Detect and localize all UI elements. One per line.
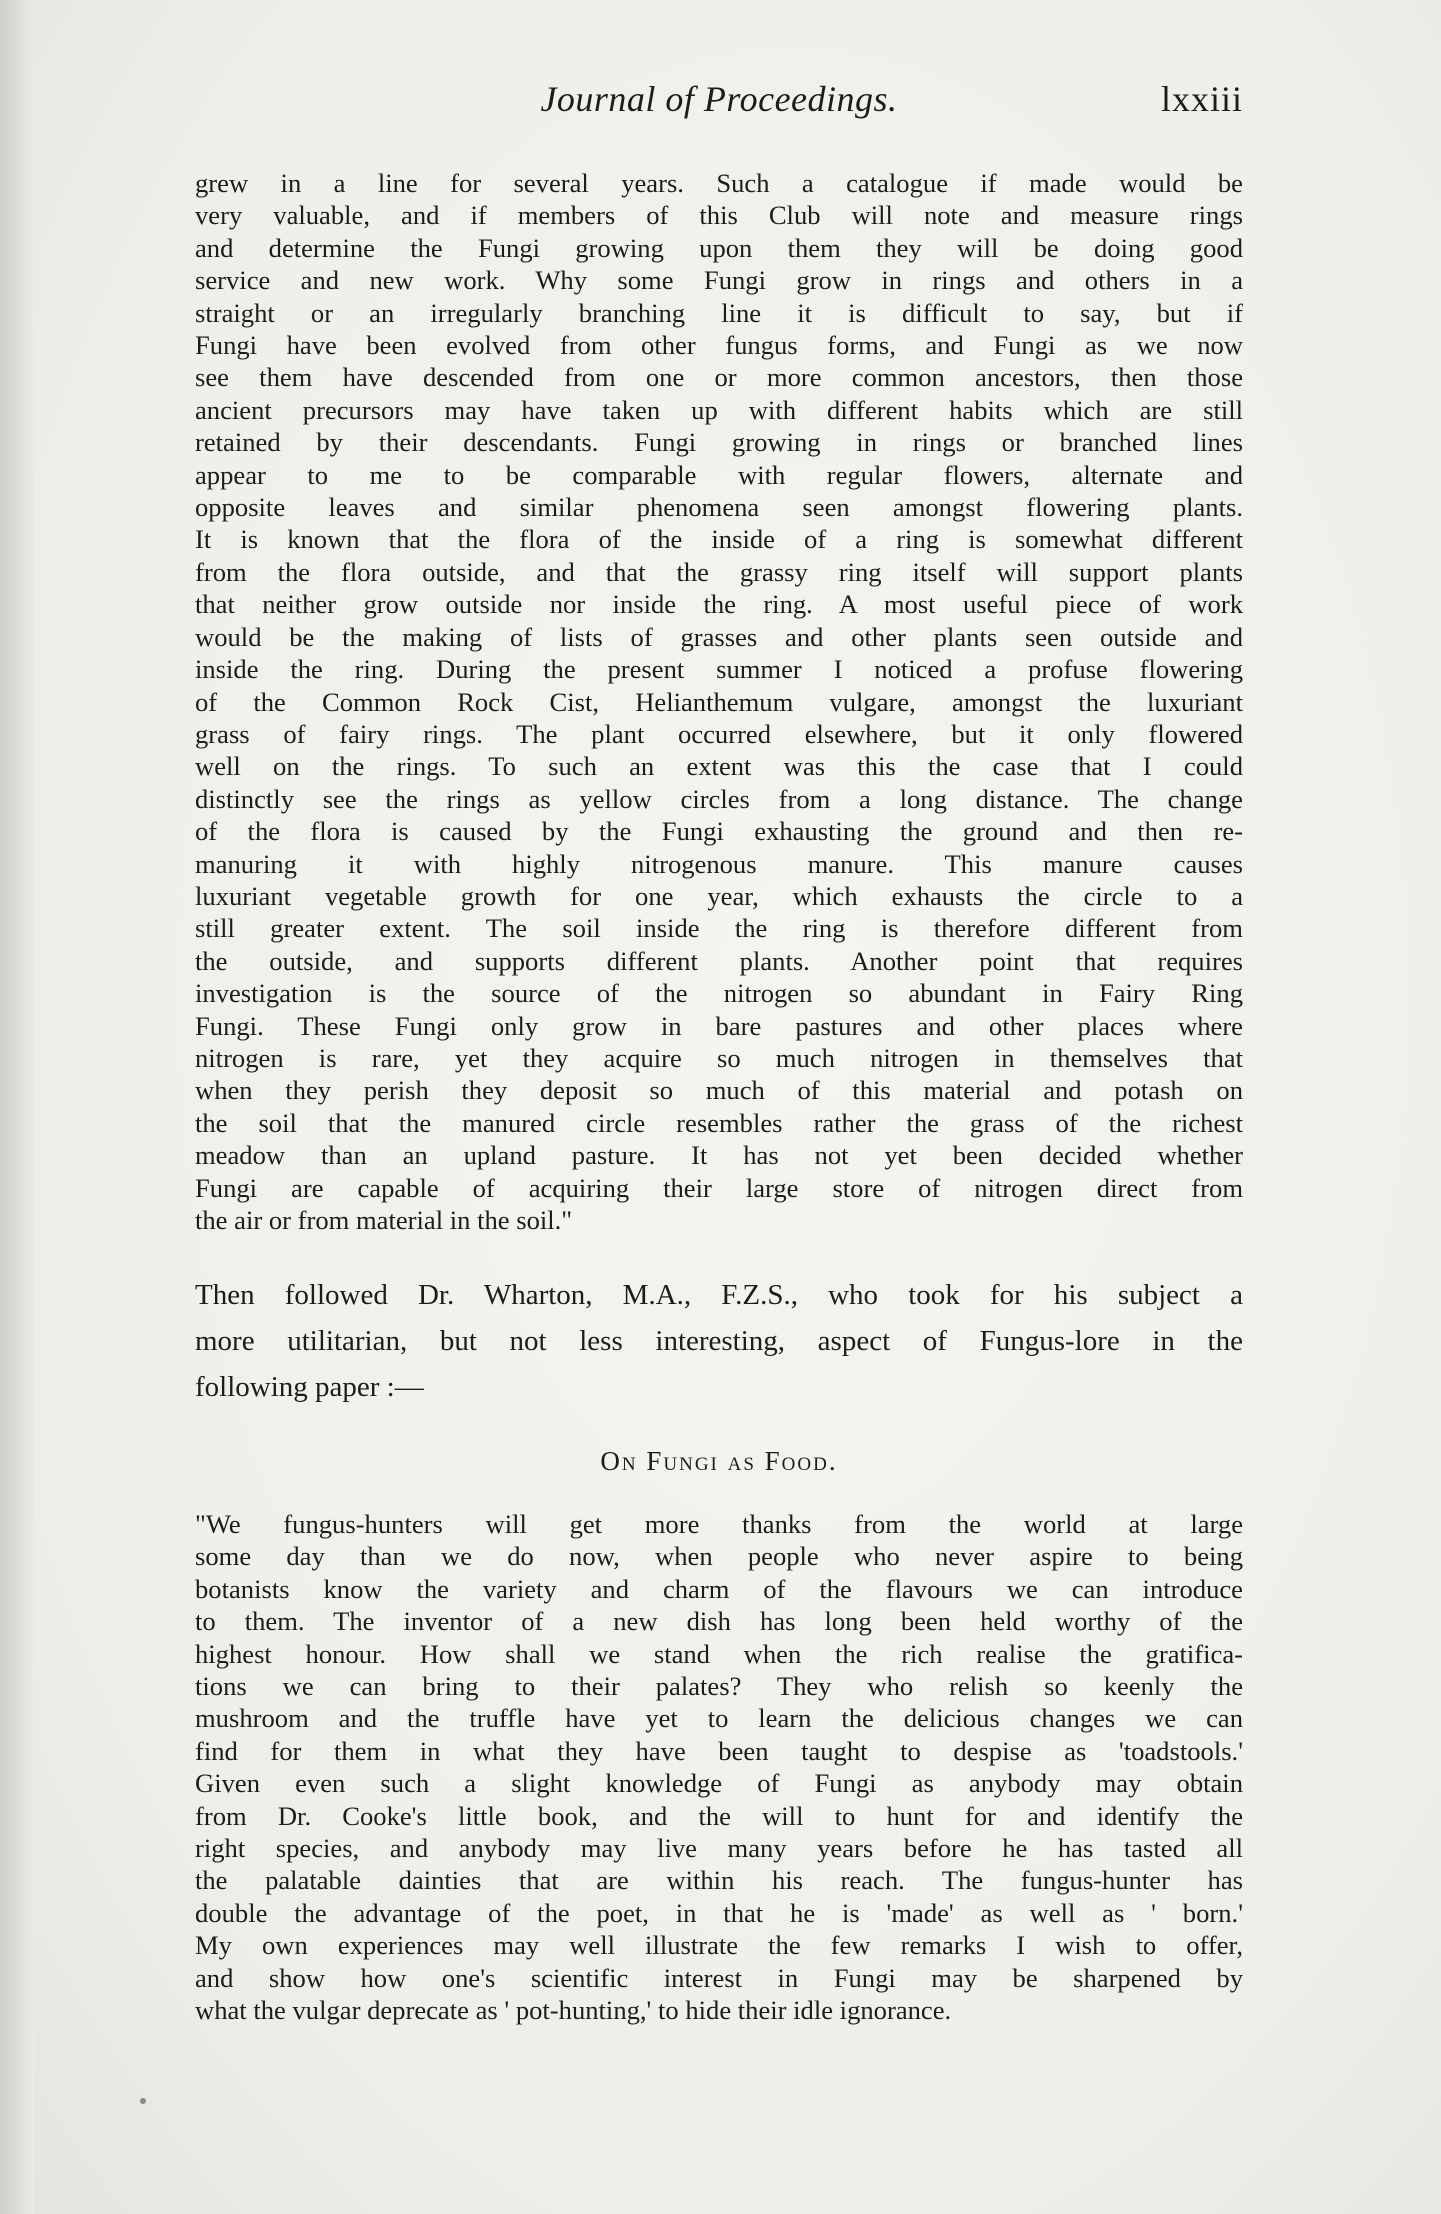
text-line: botanists know the variety and charm of the flavours we can introduce (195, 1573, 1243, 1604)
text-line: highest honour. How shall we stand when the rich realise the gratifica- (195, 1638, 1243, 1669)
text-line: the palatable dainties that are within his reach. The fungus-hunter has (195, 1865, 1243, 1896)
text-line: the outside, and supports different plants. Another point that requires (195, 945, 1243, 976)
text-line: of the Common Rock Cist, Helianthemum vulgare, amongst the luxuriant (195, 686, 1243, 717)
text-line: service and new work. Why some Fungi grow in rings and others in a (195, 265, 1243, 296)
paragraph-fairy-rings-continued (195, 167, 1243, 1236)
text-line: and show how one's scientific interest in Fungi may be sharpened by (195, 1962, 1243, 1993)
text-line: My own experiences may well illustrate the few remarks I wish to offer, (195, 1930, 1243, 1961)
text-line: mushroom and the truffle have yet to learn the delicious changes we can (195, 1703, 1243, 1734)
text-line: ancient precursors may have taken up with different habits which are still (195, 394, 1243, 425)
text-line: inside the ring. During the present summer I noticed a profuse flowering (195, 654, 1243, 685)
text-line: Fungi have been evolved from other fungus forms, and Fungi as we now (195, 330, 1243, 361)
paragraph-introducing-wharton (195, 1272, 1243, 1410)
text-line: "We fungus-hunters will get more thanks from the world at large (195, 1509, 1243, 1539)
text-line: to them. The inventor of a new dish has long been held worthy of the (195, 1606, 1243, 1637)
text-line: from Dr. Cooke's little book, and the will to hunt for and identify the (195, 1800, 1243, 1831)
text-line: grass of fairy rings. The plant occurred elsewhere, but it only flowered (195, 718, 1243, 749)
text-line: when they perish they deposit so much of this material and potash on (195, 1075, 1243, 1106)
page-gutter-shadow (0, 0, 34, 2214)
section-heading: On Fungi as Food. (600, 1446, 838, 1476)
text-line: Given even such a slight knowledge of Fungi as anybody may obtain (195, 1768, 1243, 1799)
text-line: Then followed Dr. Wharton, M.A., F.Z.S., who took for his subject a (195, 1279, 1243, 1311)
text-line: would be the making of lists of grasses and other plants seen outside and (195, 621, 1243, 652)
text-line: distinctly see the rings as yellow circles from a long distance. The change (195, 783, 1243, 814)
text-line: meadow than an upland pasture. It has not yet been decided whether (195, 1140, 1243, 1171)
text-line: tions we can bring to their palates? They who relish so keenly the (195, 1671, 1243, 1702)
running-header (195, 78, 1243, 134)
text-line: what the vulgar deprecate as ' pot-hunting,' to hide their idle ignorance. (195, 1995, 952, 2026)
text-line: luxuriant vegetable growth for one year, which exhausts the circle to a (195, 880, 1243, 911)
text-line: investigation is the source of the nitrogen so abundant in Fairy Ring (195, 978, 1243, 1009)
text-line: from the flora outside, and that the grassy ring itself will support plants (195, 556, 1243, 587)
text-line: following paper :— (195, 1371, 424, 1403)
text-line: the air or from material in the soil." (195, 1205, 573, 1235)
paper-speck (140, 2098, 146, 2104)
text-line: see them have descended from one or more common ancestors, then those (195, 362, 1243, 393)
text-line: that neither grow outside nor inside the ring. A most useful piece of work (195, 589, 1243, 620)
text-line: It is known that the flora of the inside of a ring is somewhat different (195, 524, 1243, 555)
text-line: Fungi are capable of acquiring their large store of nitrogen direct from (195, 1172, 1243, 1203)
text-line: manuring it with highly nitrogenous manure. This manure causes (195, 848, 1243, 879)
text-line: find for them in what they have been taught to despise as 'toadstools.' (195, 1735, 1243, 1766)
text-line: right species, and anybody may live many years before he has tasted all (195, 1833, 1243, 1864)
text-line: grew in a line for several years. Such a catalogue if made would be (195, 168, 1243, 198)
text-line: still greater extent. The soil inside the ring is therefore different from (195, 913, 1243, 944)
page-number: lxxiii (1160, 79, 1243, 119)
text-line: double the advantage of the poet, in that he is 'made' as well as ' born.' (195, 1897, 1243, 1928)
text-line: and determine the Fungi growing upon them they will be doing good (195, 232, 1243, 263)
text-line: straight or an irregularly branching line it is difficult to say, but if (195, 297, 1243, 328)
paragraph-fungi-as-food (195, 1508, 1243, 2027)
text-line: more utilitarian, but not less interesting, aspect of Fungus-lore in the (195, 1325, 1243, 1357)
text-line: Fungi. These Fungi only grow in bare pastures and other places where (195, 1010, 1243, 1041)
text-line: the soil that the manured circle resembles rather the grass of the richest (195, 1107, 1243, 1138)
text-line: some day than we do now, when people who never aspire to being (195, 1541, 1243, 1572)
text-line: retained by their descendants. Fungi growing in rings or branched lines (195, 427, 1243, 458)
running-title: Journal of Proceedings. (540, 79, 898, 119)
text-line: appear to me to be comparable with regular flowers, alternate and (195, 459, 1243, 490)
text-line: very valuable, and if members of this Club will note and measure rings (195, 200, 1243, 231)
text-line: nitrogen is rare, yet they acquire so much nitrogen in themselves that (195, 1042, 1243, 1073)
text-line: opposite leaves and similar phenomena seen amongst flowering plants. (195, 492, 1243, 523)
text-line: of the flora is caused by the Fungi exhausting the ground and then re- (195, 816, 1243, 847)
text-line: well on the rings. To such an extent was this the case that I could (195, 751, 1243, 782)
